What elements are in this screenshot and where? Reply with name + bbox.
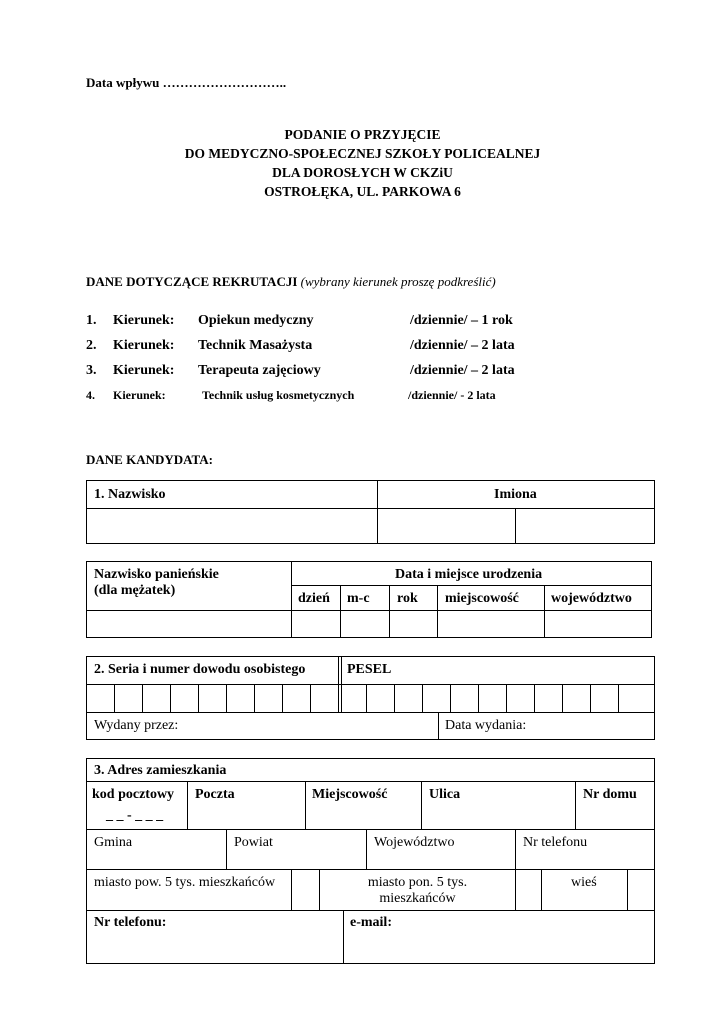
city-under-5k-label-line-2: mieszkańców xyxy=(379,891,456,906)
form-title-line-4: OSTROŁĘKA, UL. PARKOWA 6 xyxy=(264,184,461,199)
divider xyxy=(575,781,576,829)
phone-number-label: Nr telefonu xyxy=(523,835,588,850)
course-number: 1. xyxy=(86,313,97,328)
course-name: Technik Masażysta xyxy=(198,338,313,353)
divider xyxy=(187,781,188,829)
post-office-label: Poczta xyxy=(195,787,235,802)
postal-code-label: kod pocztowy xyxy=(92,787,175,802)
course-name: Technik usług kosmetycznych xyxy=(202,388,355,402)
course-name: Terapeuta zajęciowy xyxy=(198,363,321,378)
form-title-line-1: PODANIE O PRZYJĘCIE xyxy=(284,127,441,142)
course-number: 3. xyxy=(86,363,97,378)
course-mode: /dziennie/ – 1 rok xyxy=(410,313,513,328)
commune-label: Gmina xyxy=(94,835,133,850)
intake-date-label: Data wpływu ……………………….. xyxy=(86,75,287,90)
divider xyxy=(421,781,422,829)
recruitment-heading xyxy=(86,274,496,290)
postal-code-pattern: _ _ - _ _ _ xyxy=(106,808,164,823)
course-label: Kierunek: xyxy=(113,363,175,378)
divider xyxy=(226,829,227,869)
day-label: dzień xyxy=(298,591,330,606)
pesel-field[interactable] xyxy=(342,685,654,711)
email-field[interactable] xyxy=(344,934,654,963)
street-label: Ulica xyxy=(429,787,461,802)
maiden-name-note: (dla mężatek) xyxy=(94,583,176,598)
course-number: 4. xyxy=(86,388,95,402)
divider xyxy=(305,781,306,829)
divider xyxy=(338,656,339,712)
house-number-label: Nr domu xyxy=(583,787,637,802)
voivodeship-label: województwo xyxy=(551,591,632,606)
divider xyxy=(86,869,655,870)
address-heading: 3. Adres zamieszkania xyxy=(94,763,227,778)
city-under-5k-checkbox[interactable] xyxy=(516,870,540,909)
village-checkbox[interactable] xyxy=(628,870,654,909)
id-number-field[interactable] xyxy=(87,685,337,711)
divider xyxy=(438,712,439,740)
candidate-heading: DANE KANDYDATA: xyxy=(86,452,213,467)
city-over-5k-checkbox[interactable] xyxy=(292,870,318,909)
recruitment-heading-note: (wybrany kierunek proszę podkreślić) xyxy=(300,274,496,289)
city-under-5k-label-line-1: miasto pon. 5 tys. xyxy=(367,875,468,890)
form-title-line-2: DO MEDYCZNO-SPOŁECZNEJ SZKOŁY POLICEALNEJ xyxy=(184,146,541,161)
surname-label: 1. Nazwisko xyxy=(94,487,166,502)
locality-label: Miejscowość xyxy=(312,787,388,802)
course-name: Opiekun medyczny xyxy=(198,313,314,328)
first-name-field[interactable] xyxy=(378,509,514,543)
birth-voivodeship-field[interactable] xyxy=(545,611,651,637)
course-label: Kierunek: xyxy=(113,388,166,402)
divider xyxy=(291,585,652,586)
issued-by-label: Wydany przez: xyxy=(94,718,179,733)
contact-phone-field[interactable] xyxy=(87,934,342,963)
birth-year-field[interactable] xyxy=(390,611,436,637)
surname-field[interactable] xyxy=(87,509,376,543)
issue-date-field[interactable] xyxy=(540,713,654,739)
email-label: e-mail: xyxy=(350,915,392,930)
divider xyxy=(86,781,655,782)
issue-date-label: Data wydania: xyxy=(445,718,527,733)
birthplace-field[interactable] xyxy=(438,611,543,637)
first-names-label: Imiona xyxy=(494,487,537,502)
course-mode: /dziennie/ - 2 lata xyxy=(408,388,496,402)
divider xyxy=(515,829,516,869)
contact-phone-label: Nr telefonu: xyxy=(94,915,167,930)
form-title-line-3: DLA DOROSŁYCH W CKZiU xyxy=(272,165,453,180)
district-label: Powiat xyxy=(234,835,273,850)
birth-month-field[interactable] xyxy=(341,611,388,637)
month-label: m-c xyxy=(347,591,370,606)
course-number: 2. xyxy=(86,338,97,353)
course-mode: /dziennie/ – 2 lata xyxy=(410,363,515,378)
maiden-name-label: Nazwisko panieńskie xyxy=(94,567,219,582)
birth-header: Data i miejsce urodzenia xyxy=(395,567,543,582)
pesel-label: PESEL xyxy=(347,662,392,677)
maiden-name-field[interactable] xyxy=(87,611,290,637)
course-label: Kierunek: xyxy=(113,338,175,353)
id-number-label: 2. Seria i numer dowodu osobistego xyxy=(94,662,306,677)
divider xyxy=(86,829,655,830)
year-label: rok xyxy=(397,591,418,606)
birth-day-field[interactable] xyxy=(292,611,339,637)
birthplace-label: miejscowość xyxy=(445,591,519,606)
recruitment-heading-text: DANE DOTYCZĄCE REKRUTACJI xyxy=(86,274,298,289)
course-label: Kierunek: xyxy=(113,313,175,328)
divider xyxy=(86,910,655,911)
course-mode: /dziennie/ – 2 lata xyxy=(410,338,515,353)
divider xyxy=(366,829,367,869)
voivodeship-label: Województwo xyxy=(374,835,455,850)
city-over-5k-label: miasto pow. 5 tys. mieszkańców xyxy=(94,875,276,890)
village-label: wieś xyxy=(571,875,597,890)
divider xyxy=(541,869,542,910)
second-name-field[interactable] xyxy=(516,509,654,543)
issued-by-field[interactable] xyxy=(190,713,437,739)
